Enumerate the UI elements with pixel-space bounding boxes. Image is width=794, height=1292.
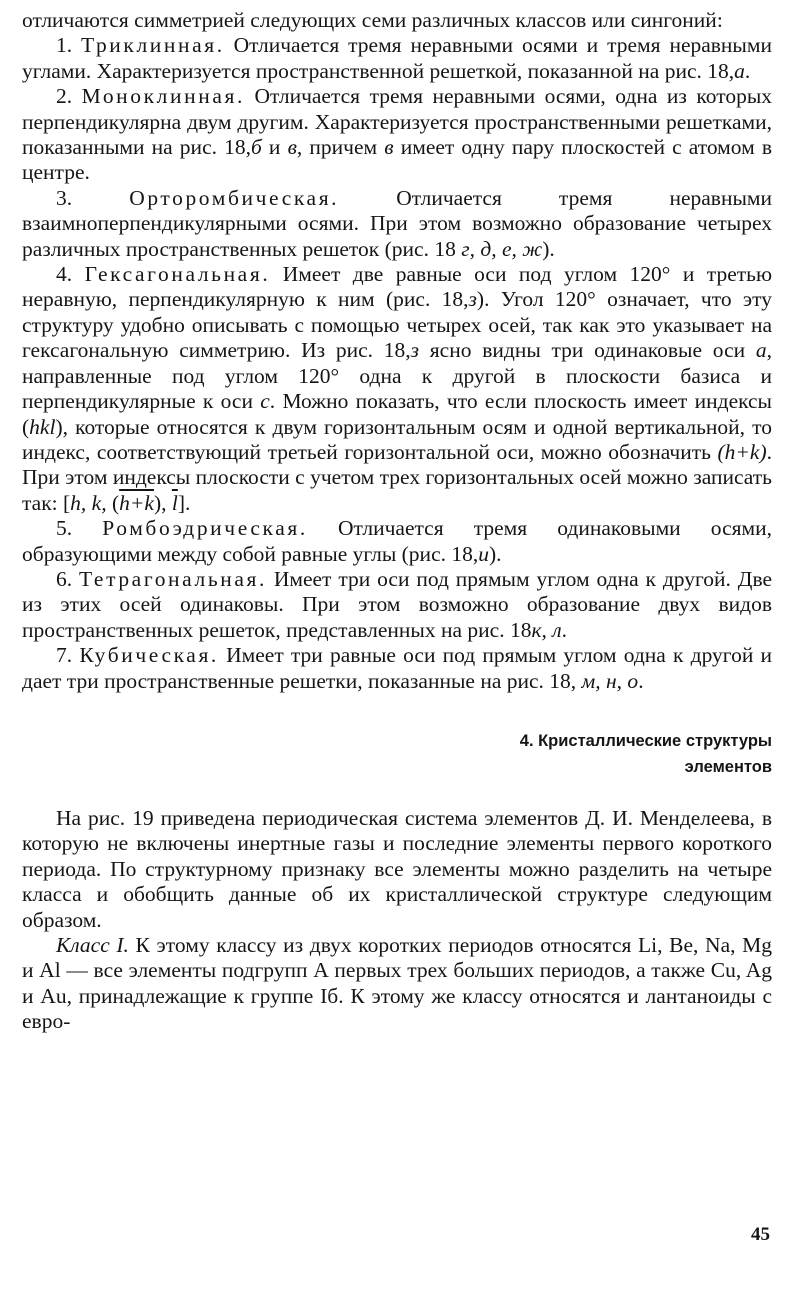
class-name: Триклинная.	[81, 33, 225, 58]
class-name: Ромбоэдрическая.	[102, 516, 308, 541]
section-heading-line2: элементов	[684, 757, 772, 776]
section-heading	[22, 728, 772, 780]
class-name: Кубическая.	[79, 643, 219, 668]
class-2: 2. Моноклинная. Отличается тремя неравными осями, одна из которых перпендикулярна двум другим. Характеризуется пространственными решетками, показанными на рис. 18,б и в, причем в имеет одну пару плоскостей с атомом в центре.	[22, 84, 773, 185]
page-body	[22, 8, 772, 1035]
class-4: 4. Гексагональная. Имеет две равные оси под углом 120° и третью неравную, перпендикулярную к ним (рис. 18,з). Угол 120° означает, что эту структуру удобно описывать с помощью четырех осей, так как это указывает на гексагональную симметрию. Из рис. 18,з ясно видны три одинаковые оси а, направленные под углом 120° одна к другой в плоскости базиса и перпендикулярные к оси с. Можно показать, что если плоскость имеет индексы (hkl), которые относятся к двум горизонтальным осям и одной вертикальной, то индекс, соответствующий третьей горизонтальной оси, можно обозначить (h+k). При этом индексы плоскости с учетом трех горизонтальных осей можно записать так: [h, k, (h+k), $\overline{l}$].	[22, 262, 773, 515]
class-name: Гексагональная.	[84, 262, 271, 287]
section-heading-line1: 4. Кристаллические структуры	[519, 731, 772, 750]
class-1: 1. Триклинная. Отличается тремя неравными осями и тремя неравными углами. Характеризуется пространственной решеткой, показанной на рис. 18,а.	[22, 33, 772, 83]
paragraph-1: На рис. 19 приведена периодическая система элементов Д. И. Менделеева, в которую не включены инертные газы и последние элементы первого короткого периода. По структурному признаку все элементы можно разделить на четыре класса и обобщить данные об их кристаллической структуре следующим образом.	[22, 805, 772, 932]
class-7: 7. Кубическая. Имеет три равные оси под прямым углом одна к другой и дает три пространственные решетки, показанные на рис. 18, м, н, о.	[22, 643, 773, 693]
class-6: 6. Тетрагональная. Имеет три оси под прямым углом одна к другой. Две из этих осей одинаковы. При этом возможно образование двух видов пространственных решеток, представленных на рис. 18к, л.	[22, 566, 773, 642]
class-name: Моноклинная.	[81, 84, 245, 109]
class-3: 3. Орторомбическая. Отличается тремя неравными взаимноперпендикулярными осями. При этом возможно образование четырех различных пространственных решеток (рис. 18 г, д, е, ж).	[22, 185, 773, 261]
class-lead: Класс I.	[56, 933, 129, 957]
class-5: 5. Ромбоэдрическая. Отличается тремя одинаковыми осями, образующими между собой равные углы (рис. 18,и).	[22, 516, 773, 566]
class-name: Тетрагональная.	[79, 566, 267, 591]
paragraph-2: Класс I. К этому классу из двух коротких периодов относятся Li, Be, Na, Mg и Al — все элементы подгрупп А первых трех больших периодов, а также Cu, Ag и Au, принадлежащие к группе Iб. К этому же классу относятся и лантаноиды с евро-	[22, 933, 772, 1034]
intro-paragraph: отличаются симметрией следующих семи различных классов или сингоний:	[22, 8, 723, 32]
page-number: 45	[751, 1224, 770, 1245]
class-name: Орторомбическая.	[129, 185, 340, 210]
